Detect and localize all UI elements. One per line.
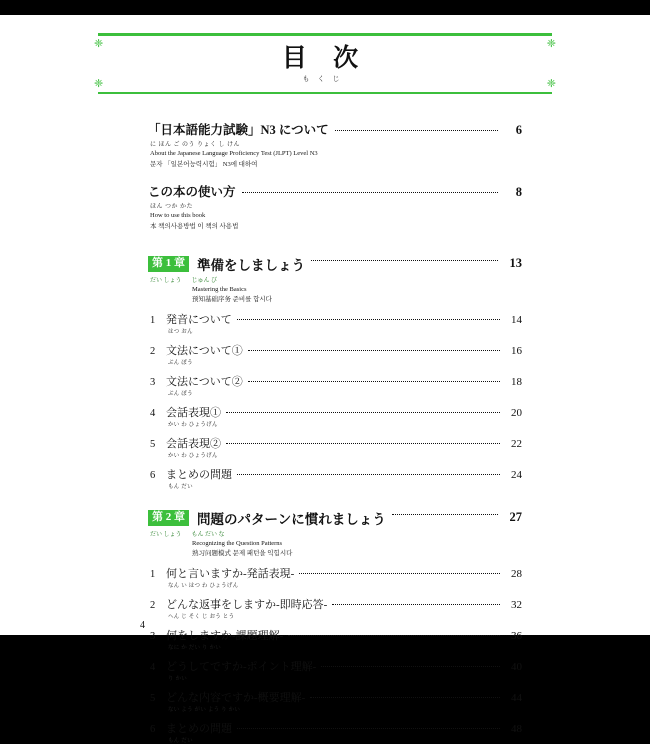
item-page-number: 40 xyxy=(511,660,522,673)
item-label: 何をしますか-課題理解- xyxy=(166,629,284,642)
toc-item[interactable] xyxy=(148,373,522,397)
chapter-item-list xyxy=(148,311,522,490)
item-ruby: へん じ そく じ おう とう xyxy=(168,613,235,620)
toc-item[interactable] xyxy=(148,689,522,713)
leader-dots xyxy=(237,728,500,729)
item-page-number: 14 xyxy=(511,313,522,326)
chapter-heading[interactable] xyxy=(148,508,522,528)
page-folio: 4 xyxy=(140,620,145,631)
toc-front-ruby: に ほん ご のう りょく し けん xyxy=(150,141,241,148)
toc-item[interactable] xyxy=(148,342,522,366)
ornament-icon: ❈ xyxy=(546,77,556,90)
item-page-number: 36 xyxy=(511,629,522,642)
item-number: 4 xyxy=(150,661,156,673)
toc-chapter xyxy=(148,254,522,490)
item-label: まとめの問題 xyxy=(166,468,232,481)
toc-front-title: 「日本語能力試験」N3 について xyxy=(148,122,329,137)
ornament-icon: ❈ xyxy=(94,77,104,90)
item-ruby: り かい xyxy=(168,675,188,682)
item-ruby: ぶん ぽう xyxy=(168,390,193,397)
item-label: 会話表現② xyxy=(166,437,221,450)
toc-item[interactable] xyxy=(148,311,522,335)
chapter-korean: 熟习问题模式 문제 패턴을 익힙시다 xyxy=(192,549,293,557)
title-rule-bottom xyxy=(98,92,552,94)
leader-dots xyxy=(335,130,498,131)
item-label: 会話表現① xyxy=(166,406,221,419)
page-title: 目 次 xyxy=(281,45,369,72)
item-number: 3 xyxy=(150,376,156,388)
toc-item[interactable] xyxy=(148,596,522,620)
toc-front-ruby: ほん つか かた xyxy=(150,203,194,210)
toc-chapter xyxy=(148,508,522,744)
item-number: 6 xyxy=(150,469,156,481)
leader-dots xyxy=(311,260,498,261)
toc-item[interactable] xyxy=(148,435,522,459)
item-ruby: ぶん ぽう xyxy=(168,359,193,366)
leader-dots xyxy=(288,635,500,636)
item-page-number: 20 xyxy=(511,406,522,419)
item-page-number: 32 xyxy=(511,598,522,611)
toc-front-entry[interactable] xyxy=(148,182,522,230)
leader-dots xyxy=(392,514,498,515)
item-ruby: もん だい xyxy=(168,483,193,490)
leader-dots xyxy=(226,443,500,444)
chapter-page-number: 13 xyxy=(509,256,522,270)
toc-item[interactable] xyxy=(148,565,522,589)
chapter-title: 準備をしましょう xyxy=(197,257,305,273)
item-page-number: 44 xyxy=(511,691,522,704)
item-number: 2 xyxy=(150,345,156,357)
toc-item[interactable] xyxy=(148,658,522,682)
chapter-title-ruby: もん だい な xyxy=(191,531,225,538)
item-label: まとめの問題 xyxy=(166,722,232,735)
leader-dots xyxy=(321,666,500,667)
item-number: 1 xyxy=(150,568,156,580)
toc-page-number: 6 xyxy=(515,122,522,137)
ornament-icon: ❈ xyxy=(546,38,556,50)
item-page-number: 28 xyxy=(511,567,522,580)
item-label: どんな返事をしますか-即時応答- xyxy=(166,598,328,611)
item-ruby: はつ おん xyxy=(168,328,193,335)
leader-dots xyxy=(226,412,500,413)
item-ruby: もん だい xyxy=(168,737,193,744)
toc-front-korean: 本 책의사용방법 이 책의 사용법 xyxy=(150,222,239,230)
toc-item[interactable] xyxy=(148,466,522,490)
item-ruby: かい わ ひょうげん xyxy=(168,421,218,428)
page-title-ruby: もくじ xyxy=(302,74,348,83)
page-title-block xyxy=(94,33,556,94)
item-label: どんな内容ですか-概要理解- xyxy=(166,691,306,704)
toc-front-english: About the Japanese Language Proficiency Test (JLPT) Level N3 xyxy=(150,149,318,157)
leader-dots xyxy=(248,350,500,351)
item-label: どうしてですか-ポイント理解- xyxy=(166,660,317,673)
chapter-english: Recognizing the Question Patterns xyxy=(192,539,283,547)
page-content xyxy=(0,33,650,744)
toc-front-title: この本の使い方 xyxy=(148,184,236,199)
leader-dots xyxy=(237,319,500,320)
item-ruby: なん い はつ わ ひょうげん xyxy=(168,582,239,589)
item-ruby: なに か だい り かい xyxy=(168,644,222,651)
item-number: 3 xyxy=(150,630,156,642)
item-number: 4 xyxy=(150,407,156,419)
item-number: 6 xyxy=(150,723,156,735)
document-page xyxy=(0,15,650,744)
ornament-icon: ❈ xyxy=(94,38,104,50)
item-page-number: 24 xyxy=(511,468,522,481)
chapter-page-number: 27 xyxy=(509,510,522,524)
chapter-badge-ruby: だい しょう xyxy=(150,277,182,284)
item-number: 1 xyxy=(150,314,156,326)
leader-dots xyxy=(299,573,500,574)
leader-dots xyxy=(237,474,500,475)
toc-item[interactable] xyxy=(148,627,522,651)
item-label: 何と言いますか-発話表現- xyxy=(166,567,295,580)
item-ruby: ない よう がい よう り かい xyxy=(168,706,241,713)
chapter-badge: 第 1 章 xyxy=(148,256,189,272)
item-number: 2 xyxy=(150,599,156,611)
toc-front-english: How to use this book xyxy=(150,211,206,219)
title-band xyxy=(94,36,556,92)
toc-item[interactable] xyxy=(148,404,522,428)
leader-dots xyxy=(242,192,498,193)
toc-front-korean: 문자 「일본어능력시험」 N3에 대하여 xyxy=(150,160,258,168)
item-label: 文法について② xyxy=(166,375,243,388)
chapter-badge: 第 2 章 xyxy=(148,510,189,526)
chapter-badge-ruby: だい しょう xyxy=(150,531,182,538)
item-page-number: 22 xyxy=(511,437,522,450)
chapter-title-ruby: じゅん び xyxy=(191,277,218,284)
item-number: 5 xyxy=(150,692,156,704)
chapter-heading[interactable] xyxy=(148,254,522,274)
item-label: 発音について xyxy=(166,313,232,326)
item-ruby: かい わ ひょうげん xyxy=(168,452,218,459)
item-page-number: 18 xyxy=(511,375,522,388)
chapter-korean: 预知基础序务 준비를 합시다 xyxy=(192,295,272,303)
toc-page-number: 8 xyxy=(515,184,522,199)
chapter-title: 問題のパターンに慣れましょう xyxy=(197,511,386,527)
leader-dots xyxy=(248,381,500,382)
item-page-number: 48 xyxy=(511,722,522,735)
chapter-english: Mastering the Basics xyxy=(192,285,247,293)
item-number: 5 xyxy=(150,438,156,450)
leader-dots xyxy=(332,604,500,605)
item-label: 文法について① xyxy=(166,344,243,357)
toc-item[interactable] xyxy=(148,720,522,744)
item-page-number: 16 xyxy=(511,344,522,357)
chapter-item-list xyxy=(148,565,522,744)
leader-dots xyxy=(310,697,500,698)
toc-front-entry[interactable] xyxy=(148,120,522,168)
